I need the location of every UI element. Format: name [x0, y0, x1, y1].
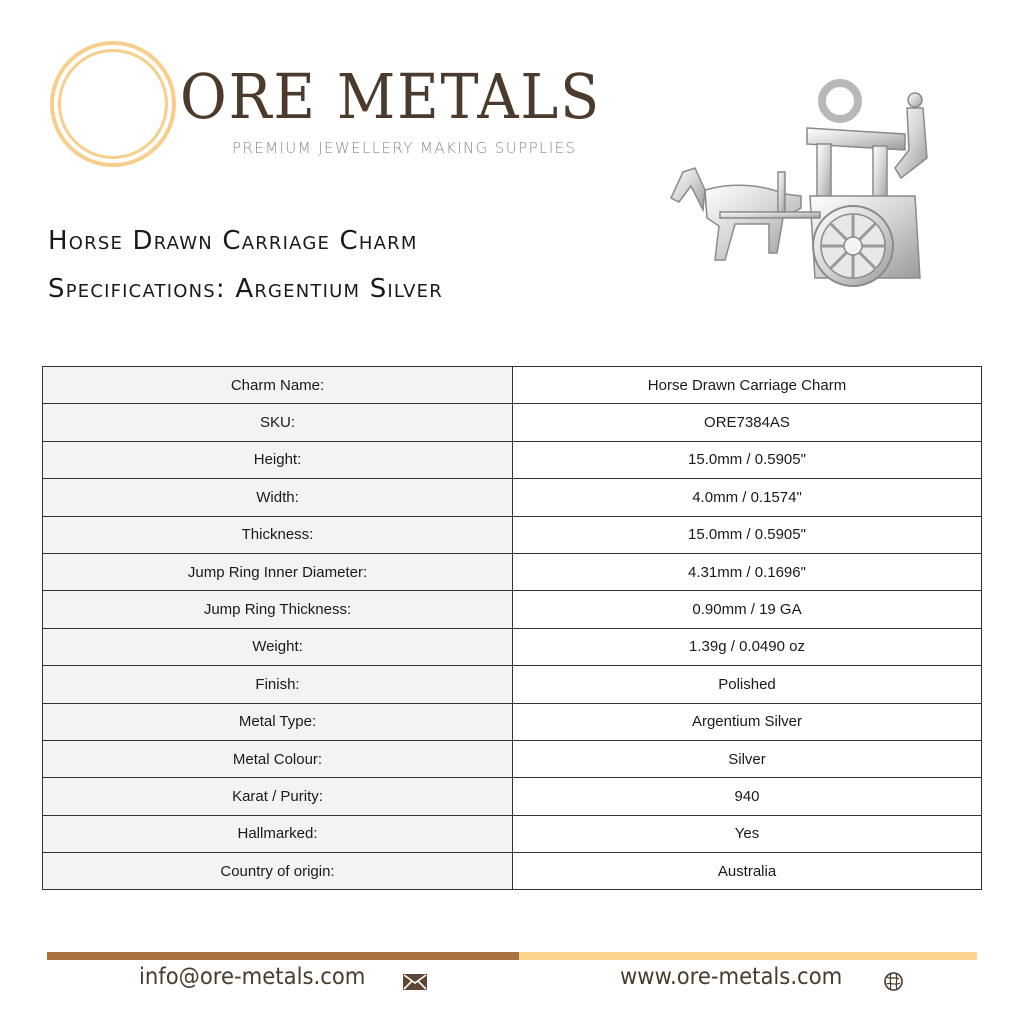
globe-icon: [883, 971, 904, 992]
page-title: Horse Drawn Carriage Charm: [48, 226, 418, 256]
table-row: [43, 628, 982, 665]
table-row: [43, 853, 982, 890]
spec-label: Width:: [43, 479, 513, 516]
spec-label: Hallmarked:: [43, 815, 513, 852]
spec-value: 1.39g / 0.0490 oz: [513, 628, 982, 665]
spec-value: Silver: [513, 740, 982, 777]
spec-label: Height:: [43, 441, 513, 478]
footer-bar-gold: [519, 952, 977, 960]
logo-ring-inner: [58, 49, 168, 159]
table-row: [43, 479, 982, 516]
spec-value: Argentium Silver: [513, 703, 982, 740]
footer-bar-brown: [47, 952, 519, 960]
table-row: [43, 666, 982, 703]
spec-label: Metal Colour:: [43, 740, 513, 777]
footer-website-link[interactable]: www.ore-metals.com: [620, 964, 843, 990]
table-row: [43, 404, 982, 441]
table-row: [43, 815, 982, 852]
table-row: [43, 367, 982, 404]
spec-value: ORE7384AS: [513, 404, 982, 441]
spec-value: Yes: [513, 815, 982, 852]
spec-value: 4.31mm / 0.1696": [513, 553, 982, 590]
table-row: [43, 703, 982, 740]
spec-value: 940: [513, 778, 982, 815]
table-row: [43, 778, 982, 815]
spec-value: 0.90mm / 19 GA: [513, 591, 982, 628]
envelope-icon: [403, 974, 427, 990]
spec-value: 15.0mm / 0.5905": [513, 441, 982, 478]
spec-label: Thickness:: [43, 516, 513, 553]
table-row: [43, 516, 982, 553]
spec-label: Jump Ring Inner Diameter:: [43, 553, 513, 590]
spec-value: Australia: [513, 853, 982, 890]
spec-label: Charm Name:: [43, 367, 513, 404]
table-row: [43, 553, 982, 590]
spec-value: Horse Drawn Carriage Charm: [513, 367, 982, 404]
spec-value: 4.0mm / 0.1574": [513, 479, 982, 516]
page-subtitle: Specifications: Argentium Silver: [48, 274, 443, 304]
spec-label: Jump Ring Thickness:: [43, 591, 513, 628]
spec-label: Country of origin:: [43, 853, 513, 890]
table-row: [43, 441, 982, 478]
product-image: [665, 78, 945, 300]
spec-value: 15.0mm / 0.5905": [513, 516, 982, 553]
table-row: [43, 591, 982, 628]
spec-label: Finish:: [43, 666, 513, 703]
table-row: [43, 740, 982, 777]
spec-label: SKU:: [43, 404, 513, 441]
spec-label: Weight:: [43, 628, 513, 665]
spec-label: Karat / Purity:: [43, 778, 513, 815]
footer-email-link[interactable]: info@ore-metals.com: [139, 964, 366, 990]
spec-label: Metal Type:: [43, 703, 513, 740]
brand-name: ORE METALS: [180, 60, 602, 133]
spec-table: [42, 366, 982, 890]
spec-value: Polished: [513, 666, 982, 703]
brand-tagline: PREMIUM JEWELLERY MAKING SUPPLIES: [232, 139, 577, 157]
